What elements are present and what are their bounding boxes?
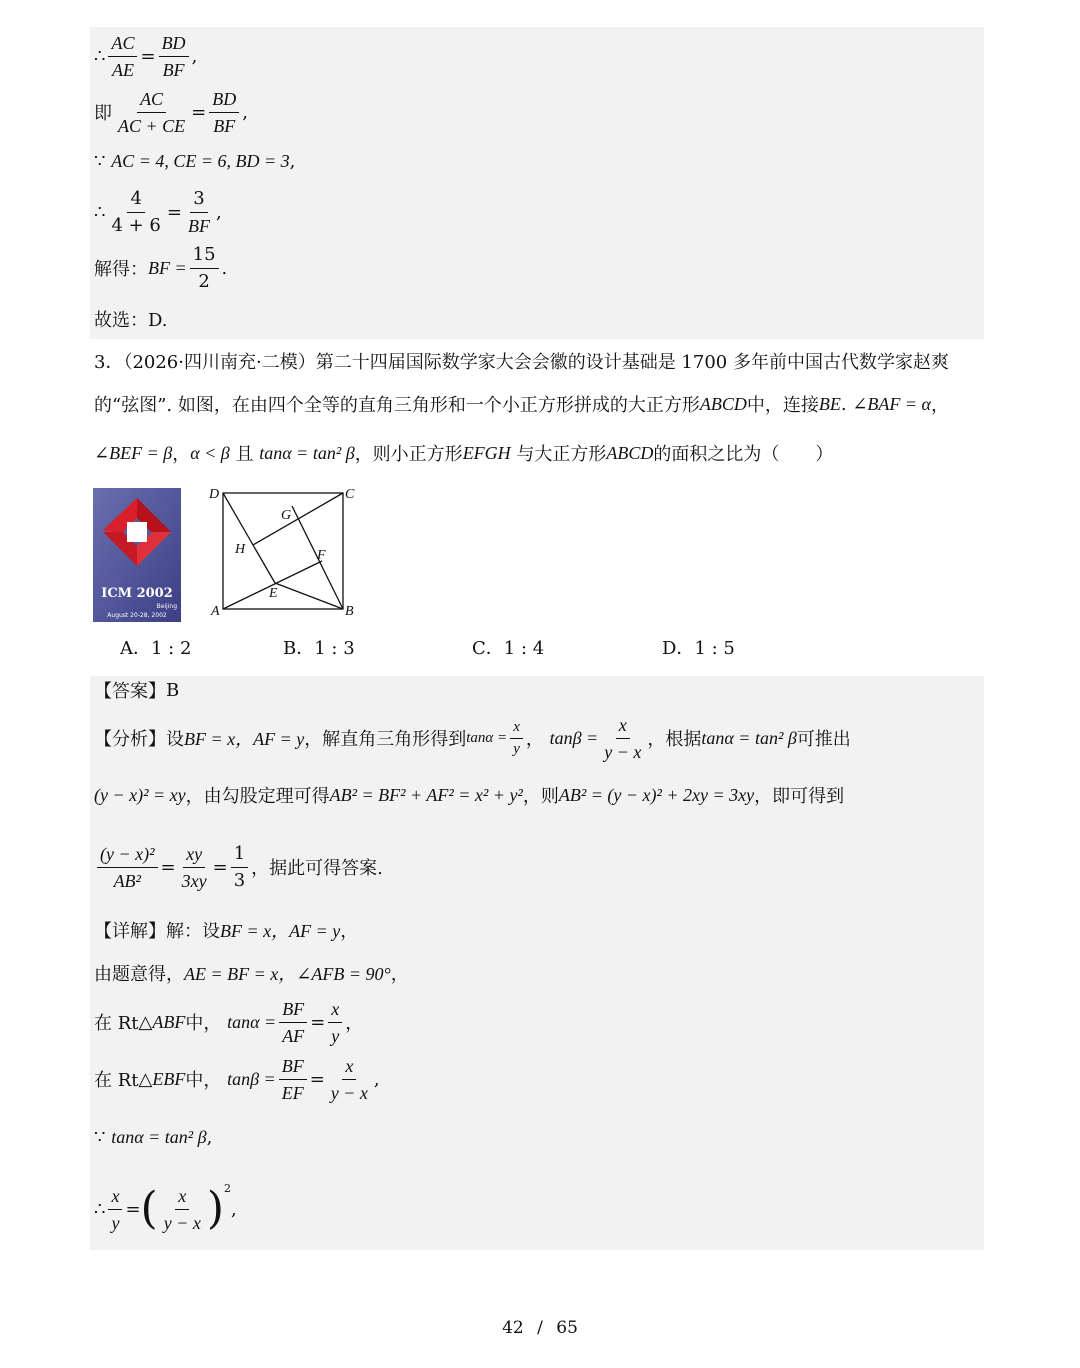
label-G: G	[281, 508, 292, 523]
punct: ，	[931, 395, 949, 416]
question-text: 的面积之比为（ ）	[653, 444, 834, 465]
line-ratio-1	[94, 32, 197, 80]
math-expr: AE = BF = x，∠AFB = 90°	[184, 964, 391, 984]
left-paren: (	[140, 1183, 158, 1234]
choice-text: 故选：D.	[94, 310, 168, 331]
fraction: $\frac{1}{3}$	[231, 843, 248, 892]
punct: ,	[206, 1126, 213, 1148]
math-expr: BF = x，AF = y	[184, 729, 305, 749]
question-text: 且	[235, 444, 254, 465]
detail-line-3	[94, 997, 363, 1047]
analysis-line-3	[94, 840, 383, 894]
math-expr: BF =	[148, 257, 187, 278]
question-line-1	[94, 348, 949, 374]
fraction: $\frac{xy}{3xy}$	[181, 843, 207, 891]
answer-value: B	[166, 679, 180, 701]
icm-logo-graphic	[93, 488, 181, 622]
math-expr: tanβ =	[227, 1068, 276, 1089]
exponent: 2	[224, 1182, 232, 1195]
fraction: $\frac{x}{y - x}$	[330, 1055, 368, 1103]
fraction: $\frac{x}{y}$	[108, 1185, 122, 1234]
xian-diagram-svg	[205, 484, 365, 620]
equals: =	[309, 1068, 325, 1090]
math-expr: tanα =	[466, 729, 508, 746]
option-b[interactable]: B．1 : 3	[283, 638, 355, 659]
label-A: A	[211, 604, 220, 619]
fraction: $\frac{AC}{AC + CE}$	[118, 88, 186, 136]
detail-line-4	[94, 1054, 380, 1104]
math-expr: tanα = tan² β	[259, 442, 355, 463]
punct: .	[221, 257, 228, 279]
equals: =	[166, 201, 182, 223]
question-text: 与大正方形	[516, 444, 607, 465]
punct: ，	[525, 729, 544, 750]
analysis-text: 设	[166, 729, 184, 750]
xian-diagram	[205, 484, 365, 620]
analysis-text: 可推出	[796, 729, 851, 750]
option-a[interactable]: A．1 : 2	[120, 638, 192, 659]
punct: ，	[172, 444, 191, 465]
label-H: H	[235, 542, 246, 557]
math-expr: AC = 4, CE = 6, BD = 3	[111, 150, 290, 171]
equals: =	[310, 1011, 326, 1033]
math-expr: AB² = BF² + AF² = x² + y²	[329, 784, 523, 805]
page-separator: /	[537, 1318, 543, 1338]
question-text: 的“弦图”. 如图，在由四个全等的直角三角形和一个小正方形拼成的大正方形	[94, 395, 700, 416]
math-expr: tanβ =	[549, 727, 599, 748]
math-expr: ABCD	[699, 393, 747, 414]
right-paren: )	[206, 1183, 225, 1234]
line-ratio-3	[94, 188, 222, 236]
detail-text: 中，	[185, 1070, 222, 1091]
math-expr: ∠BAF = α	[852, 393, 931, 414]
analysis-text: ，由勾股定理可得	[185, 786, 330, 807]
punct: .	[840, 393, 847, 415]
fraction: $\frac{x}{y - x}$	[604, 714, 642, 762]
icm-logo-image	[93, 488, 181, 622]
prefix-text: 即	[94, 103, 112, 124]
fraction: $\frac{x}{y}$	[328, 998, 342, 1047]
analysis-text: ，即可得到	[754, 786, 845, 807]
question-text: ，则小正方形	[354, 444, 463, 465]
logo-date: August 20-28, 2002	[107, 612, 167, 619]
detail-text: 中，	[185, 1013, 222, 1034]
fraction: $\frac{15}{2}$	[190, 244, 219, 293]
label-D: D	[209, 487, 220, 502]
punct: ，	[390, 964, 409, 985]
analysis-text: ，据此可得答案.	[251, 858, 383, 879]
question-text: 3．（2026·四川南充·二模）第二十四届国际数学家大会会徽的设计基础是 1700 多年前中国古代数学家赵爽	[94, 352, 949, 373]
fraction: $\frac{3}{BF}$	[187, 187, 210, 236]
logo-city: Beijing	[156, 603, 177, 610]
question-line-3	[94, 440, 833, 466]
line-solve-bf	[94, 244, 227, 292]
punct: ,	[373, 1068, 380, 1090]
question-text: 中，连接	[746, 395, 819, 416]
answer-tag: 【答案】	[94, 681, 166, 702]
punct: ,	[289, 150, 296, 172]
detail-line-1	[94, 917, 358, 943]
label-B: B	[345, 604, 354, 619]
label-C: C	[345, 487, 355, 502]
option-c[interactable]: C．1 : 4	[472, 638, 545, 659]
math-expr: ∠BEF = β	[94, 442, 173, 463]
line-ratio-2	[94, 88, 248, 136]
therefore-symbol: ∴	[94, 201, 106, 223]
math-expr: BE	[818, 393, 841, 414]
math-expr: tanα =	[227, 1011, 277, 1032]
analysis-text: ，则	[522, 786, 559, 807]
detail-text: 在 Rt	[94, 1013, 139, 1034]
fraction: $\frac{BF}{AF}$	[279, 998, 307, 1047]
punct: ,	[231, 1198, 237, 1220]
math-expr: ABCD	[606, 442, 654, 463]
math-expr: AB² = (y − x)² + 2xy = 3xy	[558, 784, 755, 805]
fraction: $\frac{x}{y - x}$	[163, 1185, 201, 1233]
punct: ，	[345, 1013, 364, 1034]
line-given-values	[94, 148, 295, 174]
equals: =	[212, 856, 228, 878]
math-expr: tanα = tan² β	[111, 1126, 207, 1147]
analysis-line-1	[94, 714, 851, 762]
detail-line-6	[94, 1180, 237, 1238]
math-expr: tanα = tan² β	[701, 727, 797, 748]
detail-line-5	[94, 1124, 212, 1150]
fraction: $\frac{BF}{EF}$	[279, 1055, 307, 1104]
detail-text: 由题意得，	[94, 964, 184, 985]
fraction: $\frac{x}{y}$	[510, 719, 523, 758]
fraction: $\frac{AC}{AE}$	[108, 32, 137, 81]
line-choice	[94, 306, 168, 332]
current-page: 42	[502, 1318, 524, 1338]
fraction: $\frac{4}{4 + 6}$	[111, 187, 161, 236]
label-F: F	[317, 548, 326, 563]
label-E: E	[269, 586, 278, 601]
answer-line	[94, 677, 179, 703]
equals: =	[125, 1198, 141, 1220]
because-symbol: ∵	[94, 1126, 106, 1148]
fraction: $\frac{BD}{BF}$	[159, 32, 189, 81]
total-pages: 65	[556, 1318, 578, 1338]
detail-text: 解：设	[166, 921, 220, 942]
logo-title: ICM 2002	[101, 586, 173, 601]
math-expr: (y − x)² = xy	[94, 784, 186, 805]
detail-text: 在 Rt	[94, 1070, 139, 1091]
equals: =	[140, 45, 156, 67]
because-symbol: ∵	[94, 150, 106, 172]
fraction: $\frac{BD}{BF}$	[209, 88, 239, 137]
equals: =	[160, 856, 176, 878]
prefix-text: 解得：	[94, 259, 148, 280]
punct: ,	[215, 201, 222, 223]
page-number	[0, 1318, 1080, 1338]
math-expr: α < β	[190, 442, 230, 463]
analysis-text: ，根据	[647, 729, 702, 750]
math-expr: EFGH	[462, 442, 511, 463]
detail-tag: 【详解】	[94, 921, 166, 942]
question-line-2	[94, 391, 949, 417]
punct: ,	[242, 101, 248, 123]
math-expr: BF = x，AF = y	[220, 921, 341, 941]
fraction: $\frac{\text{(y − x)²}}{\text{AB²}}$	[97, 843, 158, 892]
detail-line-2	[94, 960, 409, 986]
punct: ，	[340, 921, 359, 942]
analysis-line-2	[94, 782, 844, 808]
math-expr: △ABF	[138, 1011, 186, 1032]
punct: ,	[191, 45, 198, 67]
analysis-text: ，解直角三角形得到	[304, 729, 467, 750]
therefore-symbol: ∴	[94, 45, 106, 67]
solution-block-top	[90, 27, 984, 339]
therefore-symbol: ∴	[94, 1198, 106, 1220]
analysis-tag: 【分析】	[94, 729, 166, 750]
option-d[interactable]: D．1 : 5	[662, 638, 735, 659]
equals: =	[191, 101, 207, 123]
math-expr: △EBF	[138, 1068, 186, 1089]
